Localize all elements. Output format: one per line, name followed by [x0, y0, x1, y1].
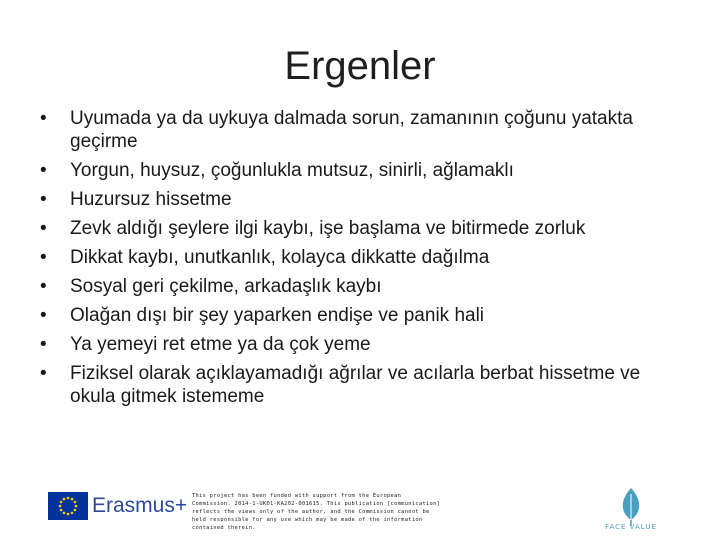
bullet-text: Yorgun, huysuz, çoğunlukla mutsuz, sinirli, ağlamaklı: [70, 160, 514, 181]
bullet-icon: •: [40, 247, 47, 268]
bullet-icon: •: [40, 305, 47, 326]
funding-disclaimer: This project has been funded with support from the European Commission. 2014-1-UK01-KA202-001615. This publication [communication] reflects the views only of the author, and the Commission cannot be held responsible for any use which may be made of the information contained therein.: [192, 493, 441, 531]
bullet-text: Olağan dışı bir şey yaparken endişe ve panik hali: [70, 305, 485, 326]
eu-flag-icon: [48, 492, 88, 520]
bullet-item: [40, 362, 680, 408]
bullet-text: Sosyal geri çekilme, arkadaşlık kaybı: [70, 276, 382, 297]
bullet-item: [40, 275, 680, 298]
bullet-item: [40, 107, 680, 153]
bullet-list: [40, 107, 680, 414]
bullet-icon: •: [40, 218, 47, 239]
slide-title: Ergenler: [284, 44, 436, 88]
bullet-item: [40, 188, 680, 211]
bullet-text: Ya yemeyi ret etme ya da çok yeme: [70, 334, 371, 355]
bullet-text: Fiziksel olarak açıklayamadığı ağrılar ve acılarla berbat hissetme ve okula gitmek istememe: [70, 363, 641, 407]
bullet-icon: •: [40, 189, 47, 210]
bullet-item: [40, 304, 680, 327]
erasmus-label: Erasmus+: [92, 494, 188, 517]
bullet-text: Dikkat kaybı, unutkanlık, kolayca dikkatte dağılma: [70, 247, 490, 268]
face-value-label: FACE VALUE: [605, 523, 657, 531]
bullet-icon: •: [40, 108, 47, 129]
bullet-item: [40, 333, 680, 356]
bullet-icon: •: [40, 363, 47, 384]
footer: [0, 486, 720, 540]
bullet-text: Huzursuz hissetme: [70, 189, 232, 210]
bullet-text: Uyumada ya da uykuya dalmada sorun, zamanının çoğunu yatakta geçirme: [70, 108, 633, 152]
bullet-icon: •: [40, 276, 47, 297]
bullet-item: [40, 159, 680, 182]
bullet-item: [40, 246, 680, 269]
erasmus-logo: [48, 492, 187, 520]
bullet-item: [40, 217, 680, 240]
bullet-text: Zevk aldığı şeylere ilgi kaybı, işe başlama ve bitirmede zorluk: [70, 218, 586, 239]
bullet-icon: •: [40, 334, 47, 355]
bullet-icon: •: [40, 160, 47, 181]
